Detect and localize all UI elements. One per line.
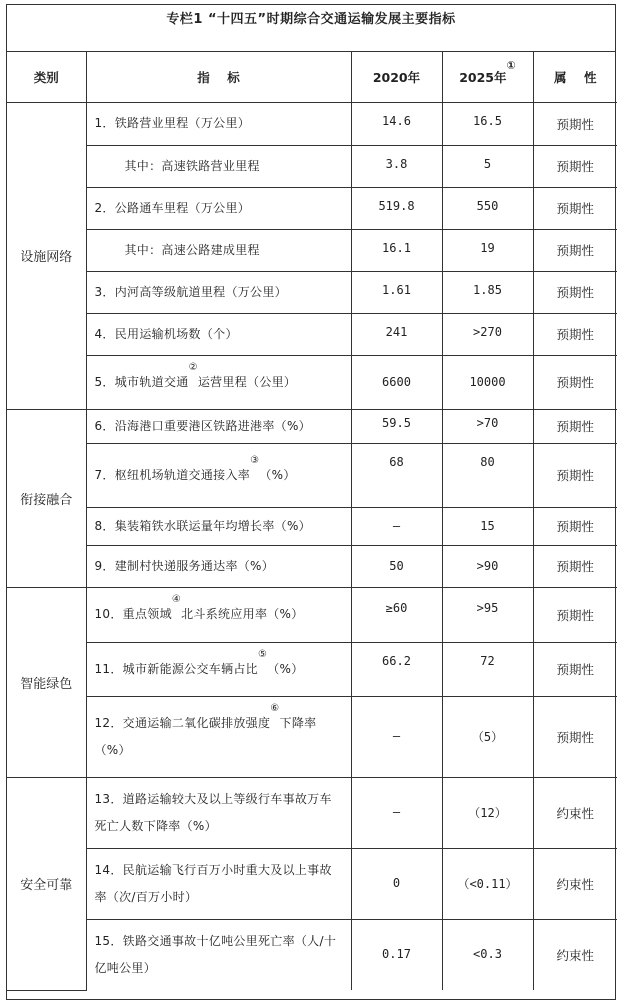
table-row (7, 777, 617, 848)
indicator-text: 其中：高速公路建成里程 (124, 242, 260, 257)
indicator-cell (86, 848, 351, 919)
indicator-text: 道路运输较大及以上等级行车事故万车死亡人数下降率（%） (94, 791, 332, 833)
indicator-cell (86, 545, 351, 587)
value-2025: <0.3 (442, 919, 533, 990)
row-number: 7． (94, 467, 115, 482)
value-2025: >90 (442, 545, 533, 587)
attribute-cell: 预期性 (533, 587, 617, 642)
row-number: 5． (94, 374, 115, 389)
indicator-table (7, 52, 617, 991)
value-2025: >70 (442, 409, 533, 443)
attribute-cell: 预期性 (533, 642, 617, 696)
indicator-text-tail: （%） (259, 467, 296, 482)
indicator-text-tail: （%） (267, 661, 304, 676)
value-2025: 72 (442, 642, 533, 696)
value-2025: 5 (442, 145, 533, 187)
footnote-marker: ⑤ (257, 648, 268, 660)
table-row (7, 409, 617, 443)
indicator-text-tail: 北斗系统应用率（%） (181, 607, 304, 621)
attribute-cell: 约束性 (533, 848, 617, 919)
row-number: 9． (94, 558, 115, 573)
table-row (7, 313, 617, 355)
attribute-cell: 预期性 (533, 696, 617, 777)
value-2025: 15 (442, 507, 533, 545)
table-row (7, 355, 617, 409)
indicator-cell (86, 919, 351, 990)
attribute-cell: 预期性 (533, 409, 617, 443)
attribute-cell: 预期性 (533, 102, 617, 145)
attribute-cell: 预期性 (533, 187, 617, 229)
indicator-cell (86, 587, 351, 642)
footnote-marker: ④ (171, 594, 182, 605)
header-2025 (442, 52, 533, 102)
footnote-marker: ③ (250, 454, 260, 466)
header-attribute: 属 性 (533, 52, 617, 102)
indicator-cell (86, 145, 351, 187)
value-2020: 1.61 (351, 271, 442, 313)
table-row (7, 229, 617, 271)
indicator-cell (86, 313, 351, 355)
indicator-cell (86, 187, 351, 229)
indicator-cell (86, 409, 351, 443)
indicator-text-tail: 下降率（%） (94, 715, 317, 757)
table-row (7, 443, 617, 507)
footnote-marker: ② (188, 361, 198, 373)
indicator-text: 交通运输二氧化碳排放强度 (122, 715, 271, 730)
row-number: 6． (94, 418, 115, 433)
table-row (7, 507, 617, 545)
attribute-cell: 预期性 (533, 443, 617, 507)
indicator-text: 民用运输机场数（个） (114, 326, 238, 341)
value-2025: （12） (442, 777, 533, 848)
table-row (7, 696, 617, 777)
value-2025: >95 (442, 587, 533, 642)
indicator-cell (86, 102, 351, 145)
indicator-cell (86, 696, 351, 777)
indicator-text: 建制村快递服务通达率（%） (114, 558, 275, 573)
row-number: 11． (94, 661, 123, 676)
header-category: 类别 (7, 52, 86, 102)
row-number: 8． (94, 518, 115, 533)
value-2025: （5） (442, 696, 533, 777)
attribute-cell: 约束性 (533, 919, 617, 990)
table-row (7, 187, 617, 229)
header-2020: 2020年 (351, 52, 442, 102)
row-number: 3． (94, 284, 115, 299)
category-cell: 安全可靠 (7, 777, 86, 990)
indicator-text-tail: 运营里程（公里） (197, 374, 297, 389)
footnote-marker: ⑥ (270, 702, 280, 714)
table-row (7, 271, 617, 313)
value-2020: 50 (351, 545, 442, 587)
table-row (7, 102, 617, 145)
value-2020: 0.17 (351, 919, 442, 990)
value-2020: ≥60 (351, 587, 442, 642)
value-2025: 80 (442, 443, 533, 507)
row-number: 14． (94, 862, 123, 877)
value-2025: 19 (442, 229, 533, 271)
value-2020: 14.6 (351, 102, 442, 145)
row-number: 4． (94, 326, 115, 341)
value-2025: 16.5 (442, 102, 533, 145)
indicator-text: 城市新能源公交车辆占比 (122, 661, 258, 676)
value-2020: 16.1 (351, 229, 442, 271)
header-2025-label: 2025年 (459, 70, 507, 86)
indicator-cell (86, 229, 351, 271)
category-cell: 设施网络 (7, 102, 86, 409)
header-row (7, 52, 617, 102)
value-2020: 66.2 (351, 642, 442, 696)
indicator-text: 公路通车里程（万公里） (114, 200, 251, 215)
table-row (7, 642, 617, 696)
indicator-text: 重点领域 (122, 607, 172, 621)
row-number: 13． (94, 791, 123, 806)
indicator-text: 铁路营业里程（万公里） (114, 116, 251, 130)
attribute-cell: 预期性 (533, 145, 617, 187)
attribute-cell: 预期性 (533, 229, 617, 271)
value-2020: 241 (351, 313, 442, 355)
attribute-cell: 预期性 (533, 545, 617, 587)
indicator-cell (86, 443, 351, 507)
table-row (7, 145, 617, 187)
indicator-text: 铁路交通事故十亿吨公里死亡率（人/十亿吨公里） (94, 933, 337, 975)
attribute-cell: 预期性 (533, 507, 617, 545)
indicator-table-panel (6, 4, 616, 1000)
value-2025: >270 (442, 313, 533, 355)
category-cell: 智能绿色 (7, 587, 86, 777)
indicator-cell (86, 271, 351, 313)
value-2020: 519.8 (351, 187, 442, 229)
value-2025: 1.85 (442, 271, 533, 313)
table-title: 专栏1 “十四五”时期综合交通运输发展主要指标 (7, 5, 615, 52)
value-2020: 68 (351, 443, 442, 507)
indicator-cell (86, 507, 351, 545)
value-2020: 0 (351, 848, 442, 919)
row-number: 15． (94, 933, 123, 948)
table-row (7, 587, 617, 642)
attribute-cell: 预期性 (533, 355, 617, 409)
value-2025: 10000 (442, 355, 533, 409)
header-indicator: 指 标 (86, 52, 351, 102)
attribute-cell: 预期性 (533, 271, 617, 313)
attribute-cell: 预期性 (533, 313, 617, 355)
value-2020: — (351, 696, 442, 777)
value-2020: 3.8 (351, 145, 442, 187)
value-2020: — (351, 507, 442, 545)
value-2025: （<0.11） (442, 848, 533, 919)
indicator-text: 内河高等级航道里程（万公里） (114, 284, 287, 299)
row-number: 12． (94, 715, 123, 730)
indicator-cell (86, 642, 351, 696)
indicator-text: 城市轨道交通 (114, 374, 189, 389)
indicator-text: 民航运输飞行百万小时重大及以上事故率（次/百万小时） (94, 862, 332, 904)
table-row (7, 919, 617, 990)
indicator-text: 其中：高速铁路营业里程 (124, 158, 260, 173)
value-2020: 6600 (351, 355, 442, 409)
row-number: 1． (94, 116, 115, 130)
table-row (7, 848, 617, 919)
attribute-cell: 约束性 (533, 777, 617, 848)
indicator-text: 集装箱铁水联运量年均增长率（%） (114, 518, 311, 533)
indicator-cell (86, 777, 351, 848)
value-2020: 59.5 (351, 409, 442, 443)
category-cell: 衔接融合 (7, 409, 86, 587)
indicator-text: 枢纽机场轨道交通接入率 (114, 467, 251, 482)
indicator-text: 沿海港口重要港区铁路进港率（%） (114, 418, 311, 433)
row-number: 10． (94, 607, 123, 621)
table-row (7, 545, 617, 587)
indicator-cell (86, 355, 351, 409)
value-2020: — (351, 777, 442, 848)
row-number: 2． (94, 200, 115, 215)
footnote-marker: ① (506, 59, 516, 73)
value-2025: 550 (442, 187, 533, 229)
